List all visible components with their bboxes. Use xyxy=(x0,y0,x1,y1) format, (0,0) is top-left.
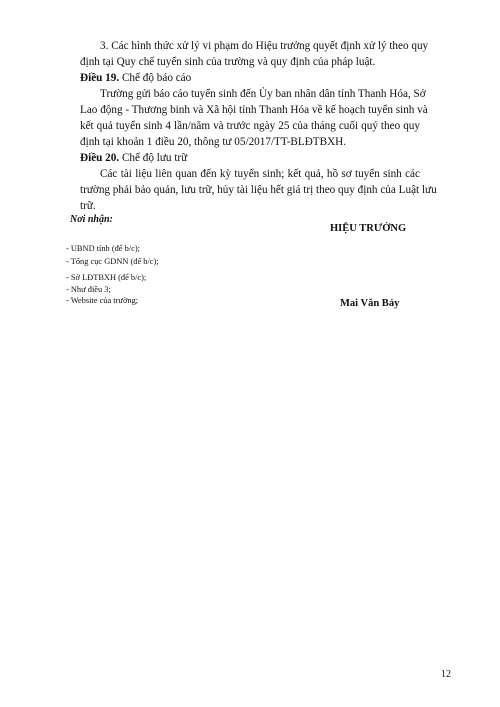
recipient-item-1: - UBND tỉnh (để b/c); xyxy=(66,244,140,253)
recipient-item-2: - Tổng cục GDNN (để b/c); xyxy=(66,257,159,266)
recipient-item-5: - Website của trường; xyxy=(66,296,139,305)
article-19-line-2: Lao động - Thương binh và Xã hội tỉnh Thanh Hóa về kế hoạch tuyển sinh và xyxy=(80,104,428,116)
signatory-name: Mai Văn Bảy xyxy=(340,298,400,309)
article-19-line-1: Trường gửi báo cáo tuyển sinh đến Ủy ban nhân dân tỉnh Thanh Hóa, Sở xyxy=(100,88,426,100)
article-20-number: Điều 20. xyxy=(80,152,120,164)
article-19-number: Điều 19. xyxy=(80,72,120,84)
clause-3-line-1: 3. Các hình thức xử lý vi phạm do Hiệu trưởng quyết định xử lý theo quy xyxy=(100,40,429,52)
article-20-line-2: trường phải bảo quản, lưu trữ, hủy tài liệu hết giá trị theo quy định của Luật lưu xyxy=(80,184,437,196)
recipient-item-4: - Như điều 3; xyxy=(66,285,111,294)
recipients-label: Nơi nhận: xyxy=(70,214,113,225)
article-20-line-1: Các tài liệu liên quan đến kỳ tuyển sinh; kết quả, hồ sơ tuyển sinh các xyxy=(100,168,420,180)
article-19-heading xyxy=(80,71,191,85)
article-19-title: Chế độ báo cáo xyxy=(121,72,192,84)
article-19-line-3: kết quả tuyển sinh 4 lần/năm và trước ngày 25 của tháng cuối quý theo quy xyxy=(80,120,420,132)
clause-3-line-2: định tại Quy chế tuyển sinh của trường và quy định của pháp luật. xyxy=(80,56,376,68)
article-20-line-3: trữ. xyxy=(80,200,96,212)
article-20-heading xyxy=(80,151,187,165)
signatory-title: HIỆU TRƯỞNG xyxy=(330,223,407,234)
article-20-title: Chế độ lưu trữ xyxy=(121,152,188,164)
page-number: 12 xyxy=(441,669,451,680)
article-19-line-4: định tại khoản 1 điều 20, thông tư 05/2017/TT-BLĐTBXH. xyxy=(80,136,347,148)
recipient-item-3: - Sở LĐTBXH (để b/c); xyxy=(66,273,147,282)
